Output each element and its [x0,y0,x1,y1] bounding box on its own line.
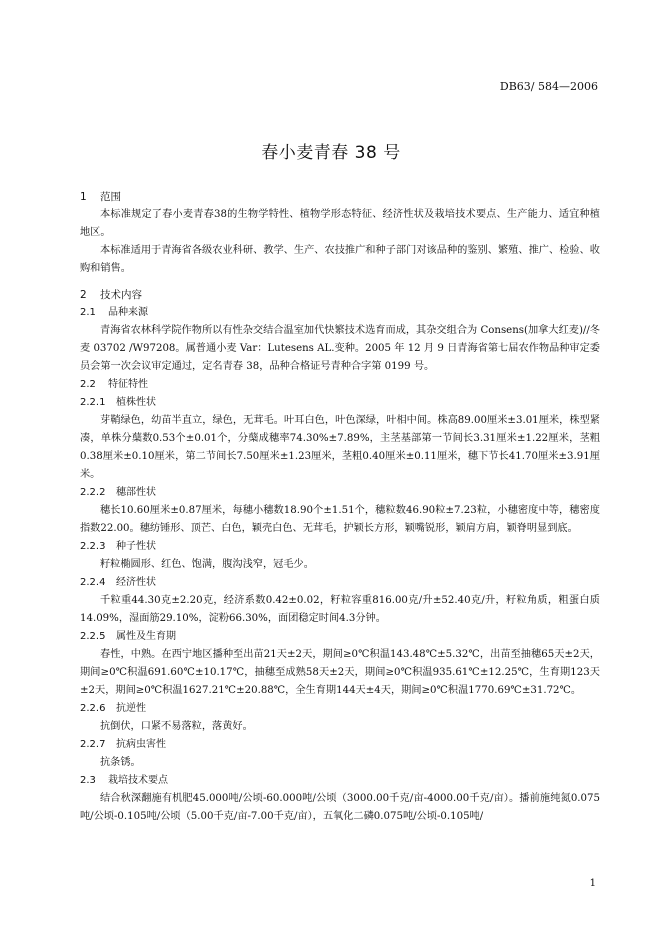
paragraph: 抗倒伏，口紧不易落粒，落黄好。 [100,721,253,732]
paragraph: 千粒重44.30克±2.20克，经济系数0.42±0.02，籽粒容重816.00克/升±52.40克/升，籽粒角质，粗蛋白质14.09%，湿面筋29.10%，淀粉66.30%，面团稳定时间4.3分钟。 [80,595,600,624]
paragraph: 本标准适用于青海省各级农业科研、教学、生产、农技推广和种子部门对该品种的鉴别、繁殖、推广、检验、收购和销售。 [80,245,600,274]
section-heading: 1 范围 [80,191,121,203]
subsubsection-heading: 2.2.5 属性及生育期 [80,631,176,642]
standard-code: DB63/ 584—2006 [499,80,598,93]
subsection-heading: 2.2 特征特性 [80,379,148,390]
subsection-heading: 2.3 栽培技术要点 [80,775,168,786]
paragraph: 穗长10.60厘米±0.87厘米，每穗小穗数18.90个±1.51个，穗粒数46.90粒±7.23粒，小穗密度中等，穗密度指数22.00。穗纺锤形、顶芒、白色，颖壳白色、无茸毛，护颖长方形，颖嘴锐形，颖肩方肩，颖脊明显到底。 [80,505,600,534]
paragraph: 青海省农林科学院作物所以有性杂交结合温室加代快繁技术选育而成，其杂交组合为 Consens(加拿大红麦)//冬麦 03702 /W97208。属普通小麦 Var：Lutesens AL.变种。2005 年 12 月 9 日青海省第七届农作物品种审定委员会第一次会议审定通过，定名青春 38，品种合格证号青种合字第 0199 号。 [80,325,600,372]
subsubsection-heading: 2.2.2 穗部性状 [80,487,156,498]
subsubsection-heading: 2.2.1 植株性状 [80,397,156,408]
paragraph: 芽鞘绿色，幼苗半直立，绿色，无茸毛。叶耳白色，叶色深绿，叶相中间。株高89.00厘米±3.01厘米，株型紧凑，单株分蘖数0.53个±0.01个，分蘖成穗率74.30%±7.89%，主茎基部第一节间长3.31厘米±1.22厘米，茎粗0.38厘米±0.10厘米，第二节间长7.50厘米±1.23厘米，茎粗0.40厘米±0.11厘米，穗下节长41.70厘米±3.91厘米。 [80,415,600,480]
subsection-heading: 2.1 品种来源 [80,307,148,318]
subsubsection-heading: 2.2.6 抗逆性 [80,703,146,714]
section-heading: 2 技术内容 [80,289,142,301]
paragraph: 籽粒椭圆形、红色、饱满，腹沟浅窄，冠毛少。 [100,559,314,570]
document-body [80,188,600,826]
paragraph: 结合秋深翻施有机肥45.000吨/公顷-60.000吨/公顷（3000.00千克/亩-4000.00千克/亩）。播前施纯氮0.075吨/公顷-0.105吨/公顷（5.00千克/亩-7.00千克/亩），五氧化二磷0.075吨/公顷-0.105吨/ [80,793,600,822]
paragraph: 春性，中熟。在西宁地区播种至出苗21天±2天，期间≥0℃积温143.48℃±5.32℃，出苗至抽穗65天±2天，期间≥0℃积温691.60℃±10.17℃，抽穗至成熟58天±2天，期间≥0℃积温935.61℃±12.25℃，生育期123天±2天，期间≥0℃积温1627.21℃±20.88℃，全生育期144天±4天，期间≥0℃积温1770.69℃±31.72℃。 [80,649,600,696]
paragraph: 本标准规定了春小麦青春38的生物学特性、植物学形态特征、经济性状及栽培技术要点、生产能力、适宜种植地区。 [80,209,600,238]
subsubsection-heading: 2.2.3 种子性状 [80,541,156,552]
page-number: 1 [589,878,596,889]
subsubsection-heading: 2.2.4 经济性状 [80,577,156,588]
paragraph: 抗条锈。 [100,757,141,768]
document-title: 春小麦青春 38 号 [261,143,401,163]
subsubsection-heading: 2.2.7 抗病虫害性 [80,739,166,750]
